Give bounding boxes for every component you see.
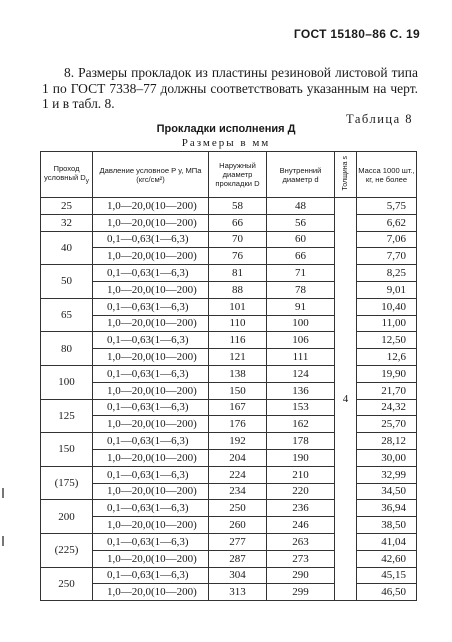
table-row [41, 500, 417, 517]
table-row [41, 449, 417, 466]
outer-diameter-cell: 76 [209, 248, 267, 265]
outer-diameter-cell: 234 [209, 483, 267, 500]
col-thickness-label: Толщина s [342, 156, 349, 191]
outer-diameter-cell: 224 [209, 466, 267, 483]
mass-cell: 8,25 [357, 265, 417, 282]
mass-cell: 7,70 [357, 248, 417, 265]
thickness-cell: 4 [335, 198, 357, 601]
table-row [41, 365, 417, 382]
outer-diameter-cell: 287 [209, 550, 267, 567]
table-row [41, 315, 417, 332]
col-nominal-passage-subscript: у [85, 177, 89, 185]
inner-diameter-cell: 273 [267, 550, 335, 567]
mass-cell: 34,50 [357, 483, 417, 500]
mass-cell: 32,99 [357, 466, 417, 483]
outer-diameter-cell: 150 [209, 382, 267, 399]
table-subtitle: Размеры в мм [181, 137, 271, 149]
pressure-cell: 1,0—20,0(10—200) [93, 248, 209, 265]
pressure-cell: 1,0—20,0(10—200) [93, 382, 209, 399]
table-row [41, 248, 417, 265]
col-thickness [335, 152, 357, 198]
outer-diameter-cell: 116 [209, 332, 267, 349]
inner-diameter-cell: 56 [267, 214, 335, 231]
inner-diameter-cell: 190 [267, 449, 335, 466]
outer-diameter-cell: 121 [209, 349, 267, 366]
pressure-cell: 0,1—0,63(1—6,3) [93, 500, 209, 517]
pressure-cell: 1,0—20,0(10—200) [93, 517, 209, 534]
table-header-row [41, 152, 417, 198]
mass-cell: 28,12 [357, 433, 417, 450]
mass-cell: 7,06 [357, 231, 417, 248]
col-outer-diameter: Наружный диаметр прокладки D [209, 152, 267, 198]
pressure-cell: 1,0—20,0(10—200) [93, 214, 209, 231]
table-row [41, 399, 417, 416]
mass-cell: 30,00 [357, 449, 417, 466]
outer-diameter-cell: 313 [209, 584, 267, 601]
inner-diameter-cell: 136 [267, 382, 335, 399]
table-row [41, 533, 417, 550]
table-row [41, 214, 417, 231]
mass-cell: 19,90 [357, 365, 417, 382]
pressure-cell: 0,1—0,63(1—6,3) [93, 567, 209, 584]
pressure-cell: 0,1—0,63(1—6,3) [93, 433, 209, 450]
mass-cell: 21,70 [357, 382, 417, 399]
inner-diameter-cell: 153 [267, 399, 335, 416]
inner-diameter-cell: 111 [267, 349, 335, 366]
inner-diameter-cell: 236 [267, 500, 335, 517]
table-row [41, 550, 417, 567]
table-row [41, 231, 417, 248]
mass-cell: 46,50 [357, 584, 417, 601]
outer-diameter-cell: 81 [209, 265, 267, 282]
mass-cell: 42,60 [357, 550, 417, 567]
inner-diameter-cell: 246 [267, 517, 335, 534]
pressure-cell: 0,1—0,63(1—6,3) [93, 265, 209, 282]
outer-diameter-cell: 176 [209, 416, 267, 433]
outer-diameter-cell: 70 [209, 231, 267, 248]
mass-cell: 12,50 [357, 332, 417, 349]
outer-diameter-cell: 101 [209, 298, 267, 315]
inner-diameter-cell: 78 [267, 281, 335, 298]
table-body [41, 198, 417, 601]
mass-cell: 24,32 [357, 399, 417, 416]
mass-cell: 12,6 [357, 349, 417, 366]
nominal-passage-cell: 50 [41, 265, 93, 299]
table-row [41, 483, 417, 500]
mass-cell: 36,94 [357, 500, 417, 517]
gasket-sizes-table [40, 151, 417, 601]
table-row [41, 433, 417, 450]
outer-diameter-cell: 304 [209, 567, 267, 584]
pressure-cell: 0,1—0,63(1—6,3) [93, 466, 209, 483]
inner-diameter-cell: 66 [267, 248, 335, 265]
inner-diameter-cell: 290 [267, 567, 335, 584]
inner-diameter-cell: 100 [267, 315, 335, 332]
mass-cell: 10,40 [357, 298, 417, 315]
inner-diameter-cell: 299 [267, 584, 335, 601]
nominal-passage-cell: (225) [41, 533, 93, 567]
pressure-cell: 1,0—20,0(10—200) [93, 483, 209, 500]
margin-mark [2, 536, 4, 546]
outer-diameter-cell: 260 [209, 517, 267, 534]
inner-diameter-cell: 162 [267, 416, 335, 433]
outer-diameter-cell: 192 [209, 433, 267, 450]
mass-cell: 9,01 [357, 281, 417, 298]
table-label: Таблица 8 [346, 112, 413, 126]
pressure-cell: 1,0—20,0(10—200) [93, 550, 209, 567]
outer-diameter-cell: 204 [209, 449, 267, 466]
table-row [41, 466, 417, 483]
outer-diameter-cell: 88 [209, 281, 267, 298]
table-row [41, 198, 417, 215]
col-nominal-passage [41, 152, 93, 198]
nominal-passage-cell: 200 [41, 500, 93, 534]
table-row [41, 382, 417, 399]
mass-cell: 6,62 [357, 214, 417, 231]
nominal-passage-cell: 80 [41, 332, 93, 366]
pressure-cell: 0,1—0,63(1—6,3) [93, 399, 209, 416]
pressure-cell: 1,0—20,0(10—200) [93, 198, 209, 215]
pressure-cell: 0,1—0,63(1—6,3) [93, 332, 209, 349]
inner-diameter-cell: 178 [267, 433, 335, 450]
outer-diameter-cell: 167 [209, 399, 267, 416]
mass-cell: 11,00 [357, 315, 417, 332]
mass-cell: 25,70 [357, 416, 417, 433]
col-inner-diameter: Внутренний диаметр d [267, 152, 335, 198]
outer-diameter-cell: 66 [209, 214, 267, 231]
nominal-passage-cell: 100 [41, 365, 93, 399]
pressure-cell: 0,1—0,63(1—6,3) [93, 298, 209, 315]
outer-diameter-cell: 277 [209, 533, 267, 550]
table-row [41, 584, 417, 601]
outer-diameter-cell: 110 [209, 315, 267, 332]
mass-cell: 41,04 [357, 533, 417, 550]
mass-cell: 5,75 [357, 198, 417, 215]
pressure-cell: 1,0—20,0(10—200) [93, 281, 209, 298]
inner-diameter-cell: 220 [267, 483, 335, 500]
col-nominal-passage-label: Проход условный D [44, 163, 86, 182]
inner-diameter-cell: 71 [267, 265, 335, 282]
outer-diameter-cell: 58 [209, 198, 267, 215]
inner-diameter-cell: 48 [267, 198, 335, 215]
table-row [41, 567, 417, 584]
mass-cell: 38,50 [357, 517, 417, 534]
table-row [41, 517, 417, 534]
table-row [41, 298, 417, 315]
nominal-passage-cell: 65 [41, 298, 93, 332]
nominal-passage-cell: 150 [41, 433, 93, 467]
pressure-cell: 1,0—20,0(10—200) [93, 315, 209, 332]
nominal-passage-cell: 125 [41, 399, 93, 433]
nominal-passage-cell: 40 [41, 231, 93, 265]
pressure-cell: 1,0—20,0(10—200) [93, 449, 209, 466]
outer-diameter-cell: 138 [209, 365, 267, 382]
paragraph-8: 8. Размеры прокладок из пластины резиновой листовой типа 1 по ГОСТ 7338–77 должны соответствовать указанным на черт. 1 и в табл. 8. [42, 65, 418, 111]
nominal-passage-cell: (175) [41, 466, 93, 500]
pressure-cell: 0,1—0,63(1—6,3) [93, 231, 209, 248]
inner-diameter-cell: 124 [267, 365, 335, 382]
table-title: Прокладки исполнения Д [156, 123, 296, 135]
col-nominal-pressure: Давление условное P у, МПа (кгс/см²) [93, 152, 209, 198]
table-row [41, 349, 417, 366]
inner-diameter-cell: 91 [267, 298, 335, 315]
mass-cell: 45,15 [357, 567, 417, 584]
pressure-cell: 1,0—20,0(10—200) [93, 584, 209, 601]
table-row [41, 416, 417, 433]
col-mass: Масса 1000 шт., кг, не более [357, 152, 417, 198]
inner-diameter-cell: 106 [267, 332, 335, 349]
page-header: ГОСТ 15180–86 С. 19 [293, 27, 420, 41]
pressure-cell: 0,1—0,63(1—6,3) [93, 365, 209, 382]
inner-diameter-cell: 263 [267, 533, 335, 550]
pressure-cell: 0,1—0,63(1—6,3) [93, 533, 209, 550]
table-row [41, 265, 417, 282]
nominal-passage-cell: 32 [41, 214, 93, 231]
table-row [41, 281, 417, 298]
table-row [41, 332, 417, 349]
nominal-passage-cell: 25 [41, 198, 93, 215]
nominal-passage-cell: 250 [41, 567, 93, 601]
outer-diameter-cell: 250 [209, 500, 267, 517]
inner-diameter-cell: 210 [267, 466, 335, 483]
inner-diameter-cell: 60 [267, 231, 335, 248]
pressure-cell: 1,0—20,0(10—200) [93, 416, 209, 433]
pressure-cell: 1,0—20,0(10—200) [93, 349, 209, 366]
margin-mark [2, 488, 4, 498]
